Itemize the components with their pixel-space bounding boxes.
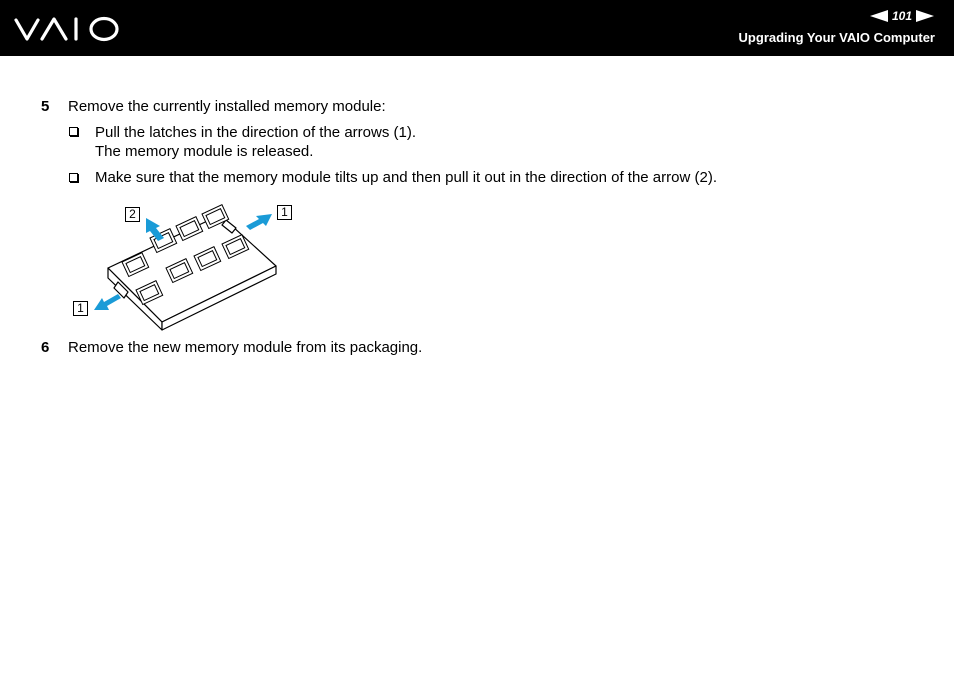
callout-label: 2	[125, 207, 140, 222]
callout-label: 1	[73, 301, 88, 316]
arrow-right-icon	[246, 214, 272, 230]
bullet-text: Make sure that the memory module tilts up and then pull it out in the direction of the arrow (2).	[95, 169, 717, 186]
checkbox-bullet-icon	[69, 173, 78, 182]
section-title: Upgrading Your VAIO Computer	[738, 30, 935, 45]
page-navigation	[870, 8, 934, 24]
page-header	[0, 0, 954, 56]
bullet-text: The memory module is released.	[95, 143, 314, 160]
step-text: Remove the new memory module from its packaging.	[68, 339, 423, 356]
callout-label: 1	[277, 205, 292, 220]
page-number: 101	[891, 9, 912, 23]
arrow-left-icon[interactable]	[870, 10, 888, 22]
step-text: Remove the currently installed memory module:	[68, 98, 386, 115]
memory-module-figure	[70, 200, 310, 336]
arrow-left-icon	[94, 294, 121, 310]
arrow-right-icon[interactable]	[916, 10, 934, 22]
vaio-logo-icon	[14, 14, 120, 44]
step-number: 6	[41, 339, 50, 356]
step-number: 5	[41, 98, 50, 115]
memory-module-illustration	[70, 200, 310, 336]
bullet-text: Pull the latches in the direction of the arrows (1).	[95, 124, 416, 141]
checkbox-bullet-icon	[69, 127, 78, 136]
